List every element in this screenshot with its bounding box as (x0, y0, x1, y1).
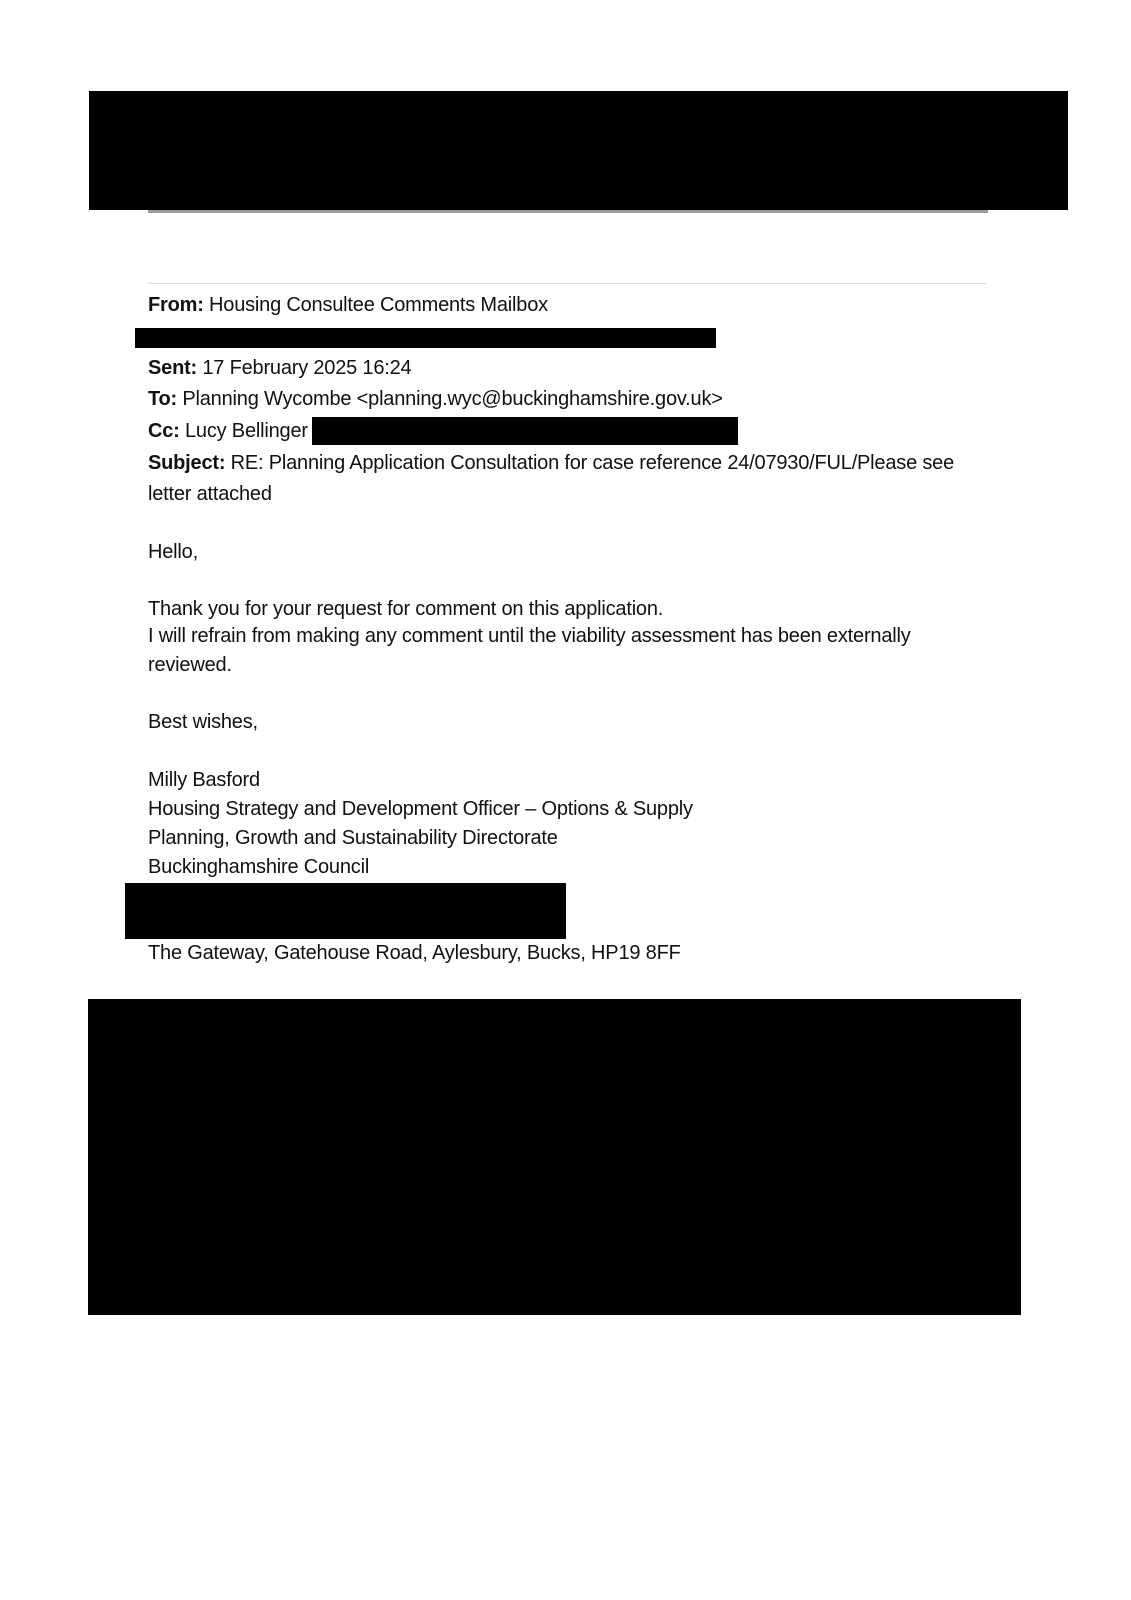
cc-line (148, 419, 308, 443)
sent-value: 17 February 2025 16:24 (202, 357, 412, 379)
signature-job-title: Housing Strategy and Development Officer – Options & Supply (148, 798, 693, 820)
sent-label: Sent: (148, 357, 198, 379)
sent-line (148, 356, 411, 380)
closing: Best wishes, (148, 711, 258, 733)
to-label: To: (148, 388, 178, 410)
cc-label: Cc: (148, 420, 180, 442)
body-paragraph-line1: Thank you for your request for comment on this application. (148, 598, 664, 620)
redaction-from-address (135, 328, 716, 348)
redaction-signature-contact (125, 883, 566, 939)
to-line (148, 387, 723, 411)
subject-label: Subject: (148, 452, 226, 474)
redaction-bottom-block (88, 999, 1021, 1315)
redaction-top-banner (89, 91, 1068, 210)
subject-line (148, 448, 958, 510)
redaction-cc-address (312, 417, 738, 445)
signature-address: The Gateway, Gatehouse Road, Aylesbury, Bucks, HP19 8FF (148, 942, 681, 964)
header-divider-dark (148, 210, 988, 213)
from-value: Housing Consultee Comments Mailbox (209, 294, 548, 316)
body-paragraph-line2: I will refrain from making any comment until the viability assessment has been externally reviewed. (148, 625, 911, 676)
cc-value: Lucy Bellinger (185, 420, 308, 442)
greeting: Hello, (148, 541, 198, 563)
signature-name: Milly Basford (148, 769, 260, 791)
header-divider-light (148, 283, 986, 284)
subject-value: RE: Planning Application Consultation for case reference 24/07930/FUL/Please see letter attached (148, 452, 955, 505)
to-value: Planning Wycombe <planning.wyc@buckinghamshire.gov.uk> (182, 388, 723, 410)
signature-directorate: Planning, Growth and Sustainability Directorate (148, 827, 558, 849)
from-line (148, 293, 548, 317)
signature-organisation: Buckinghamshire Council (148, 856, 370, 878)
from-label: From: (148, 294, 204, 316)
